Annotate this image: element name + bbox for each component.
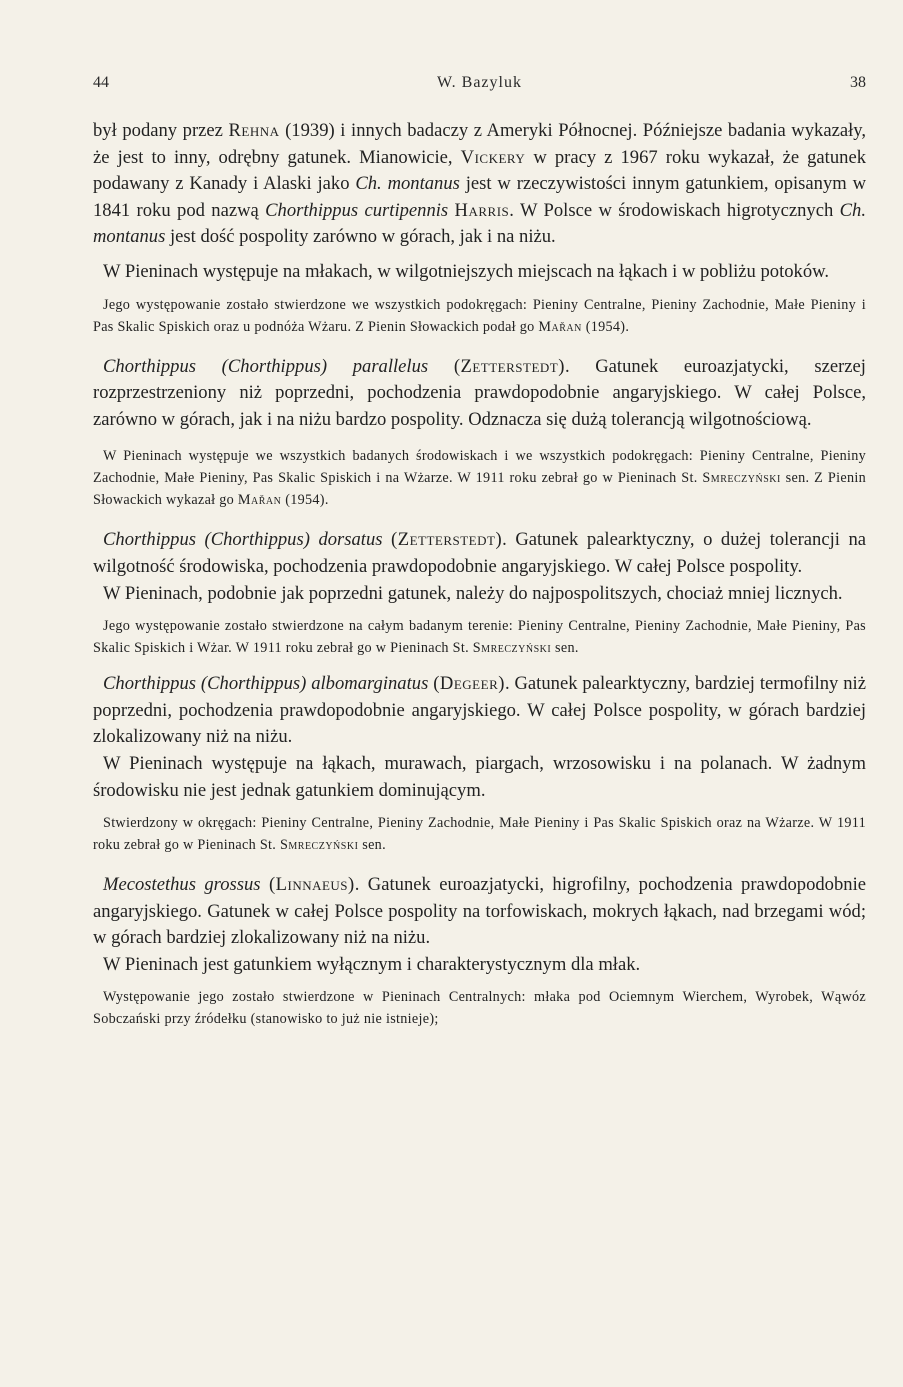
subgenus-name: (Chorthippus) bbox=[204, 529, 310, 551]
paragraph-grossus-pieniny: W Pieninach jest gatunkiem wyłącznym i charakterystycznym dla młak. bbox=[103, 953, 641, 975]
species-epithet: dorsatus bbox=[318, 529, 383, 551]
author-name: (Linnaeus) bbox=[268, 874, 355, 896]
author-name: Rehna bbox=[228, 120, 280, 141]
paragraph-grossus: Mecostethus grossus (Linnaeus). Gatunek euroazjatycki, higrofilny, pochodzenia prawdopodobnie angaryjskiego. Gatunek w całej Polsce pospolity na torfowiskach, mokrych łąkach, nad brzegami wód; w górach bardziej zlokalizowany niż na niżu. bbox=[93, 874, 866, 949]
paragraph-parallelus-localities: W Pieninach występuje we wszystkich badanych środowiskach i we wszystkich podokręgach: Pieniny Centralne, Pieniny Zachodnie, Małe Pieniny, Pas Skalic Spiskich i na Wżarze. W 1911 roku zebrał go w Pieninach St. Smreczyński sen. Z Pienin Słowackich wykazał go Mařan (1954). bbox=[93, 448, 866, 509]
document-page bbox=[93, 74, 866, 1030]
author-name: Smreczyński bbox=[702, 470, 781, 487]
species-name: Chorthippus bbox=[103, 355, 196, 377]
paragraph-dorsatus-localities: Jego występowanie zostało stwierdzone na całym badanym terenie: Pieniny Centralne, Pieniny Zachodnie, Małe Pieniny, Pas Skalic Spiskich i Wżar. W 1911 roku zebrał go w Pieninach St. Smreczyński sen. bbox=[93, 618, 866, 657]
subgenus-name: (Chorthippus) bbox=[200, 673, 307, 695]
paragraph-montanus-localities: Jego występowanie zostało stwierdzone we wszystkich podokręgach: Pieniny Centralne, Pieniny Zachodnie, Małe Pieniny i Pas Skalic Spiskich oraz u podnóża Wżaru. Z Pienin Słowackich podał go Mařan (1954). bbox=[93, 296, 866, 335]
paragraph-dorsatus: Chorthippus (Chorthippus) dorsatus (Zetterstedt). Gatunek palearktyczny, o dużej tolerancji na wilgotność środowiska, pochodzenia prawdopodobnie angaryjskiego. W całej Polsce pospolity. bbox=[93, 529, 866, 577]
author-name: (Zetterstedt) bbox=[391, 529, 503, 551]
species-name: Chorthippus bbox=[103, 673, 196, 695]
running-head-author: W. Bazyluk bbox=[437, 74, 522, 91]
paragraph-parallelus: Chorthippus (Chorthippus) parallelus (Zetterstedt). Gatunek euroazjatycki, szerzej rozprzestrzeniony niż poprzedni, pochodzenia prawdopodobnie angaryjskiego. W całej Polsce, zarówno w górach, jak i na niżu bardzo pospolity. Odznacza się dużą tolerancją wilgotnościową. bbox=[93, 355, 866, 430]
author-name: Harris bbox=[454, 199, 510, 221]
author-name: (Zetterstedt) bbox=[453, 355, 565, 377]
paragraph-grossus-localities: Występowanie jego zostało stwierdzone w Pieninach Centralnych: młaka pod Ociemnym Wierchem, Wyrobek, Wąwóz Sobczański przy źródełku (stanowisko to już nie istnieje); bbox=[93, 989, 866, 1028]
page-number-right: 38 bbox=[849, 74, 866, 91]
author-name: Vickery bbox=[460, 146, 526, 168]
species-epithet: parallelus bbox=[352, 355, 429, 377]
species-name: Chorthippus curtipennis bbox=[265, 199, 449, 221]
species-name: Mecostethus grossus bbox=[103, 874, 261, 896]
paragraph-montanus-pieniny: W Pieninach występuje na młakach, w wilgotniejszych miejscach na łąkach i w pobliżu potoków. bbox=[103, 260, 829, 282]
species-name: Ch. montanus bbox=[355, 173, 460, 195]
species-name: Chorthippus bbox=[103, 529, 196, 551]
species-name: Ch. montanus bbox=[93, 199, 866, 248]
author-name: (Degeer) bbox=[433, 673, 505, 695]
author-name: Mařan bbox=[538, 318, 582, 335]
species-epithet: albomarginatus bbox=[311, 673, 429, 695]
paragraph-dorsatus-pieniny: W Pieninach, podobnie jak poprzedni gatunek, należy do najpospolitszych, chociaż mniej licznych. bbox=[103, 582, 843, 604]
running-header bbox=[93, 74, 866, 92]
subgenus-name: (Chorthippus) bbox=[221, 355, 328, 377]
author-name: Smreczyński bbox=[472, 640, 552, 657]
paragraph-montanus-continued: był podany przez Rehna (1939) i innych badaczy z Ameryki Północnej. Późniejsze badania wykazały, że jest to inny, odrębny gatunek. Mianowicie, Vickery w pracy z 1967 roku wykazał, że gatunek podawany z Kanady i Alaski jako Ch. montanus jest w rzeczywistości innym gatunkiem, opisanym w 1841 roku pod nazwą Chorthippus curtipennis Harris. W Polsce w środowiskach higrotycznych Ch. montanus jest dość pospolity zarówno w górach, jak i na niżu. bbox=[93, 120, 866, 248]
paragraph-albomarginatus-pieniny: W Pieninach występuje na łąkach, murawach, piargach, wrzosowisku i na polanach. W żadnym środowisku nie jest jednak gatunkiem dominującym. bbox=[93, 752, 866, 801]
page-number-left: 44 bbox=[93, 74, 109, 91]
paragraph-albomarginatus-localities: Stwierdzony w okręgach: Pieniny Centralne, Pieniny Zachodnie, Małe Pieniny i Pas Skalic Spiskich oraz na Wżarze. W 1911 roku zebrał go w Pieninach St. Smreczyński sen. bbox=[93, 815, 866, 854]
paragraph-albomarginatus: Chorthippus (Chorthippus) albomarginatus (Degeer). Gatunek palearktyczny, bardziej termofilny niż poprzedni, pochodzenia prawdopodobnie angaryjskiego. W całej Polsce pospolity, w górach bardziej zlokalizowany niż na niżu. bbox=[93, 673, 866, 748]
author-name: Smreczyński bbox=[280, 837, 359, 854]
author-name: Mařan bbox=[237, 492, 282, 509]
